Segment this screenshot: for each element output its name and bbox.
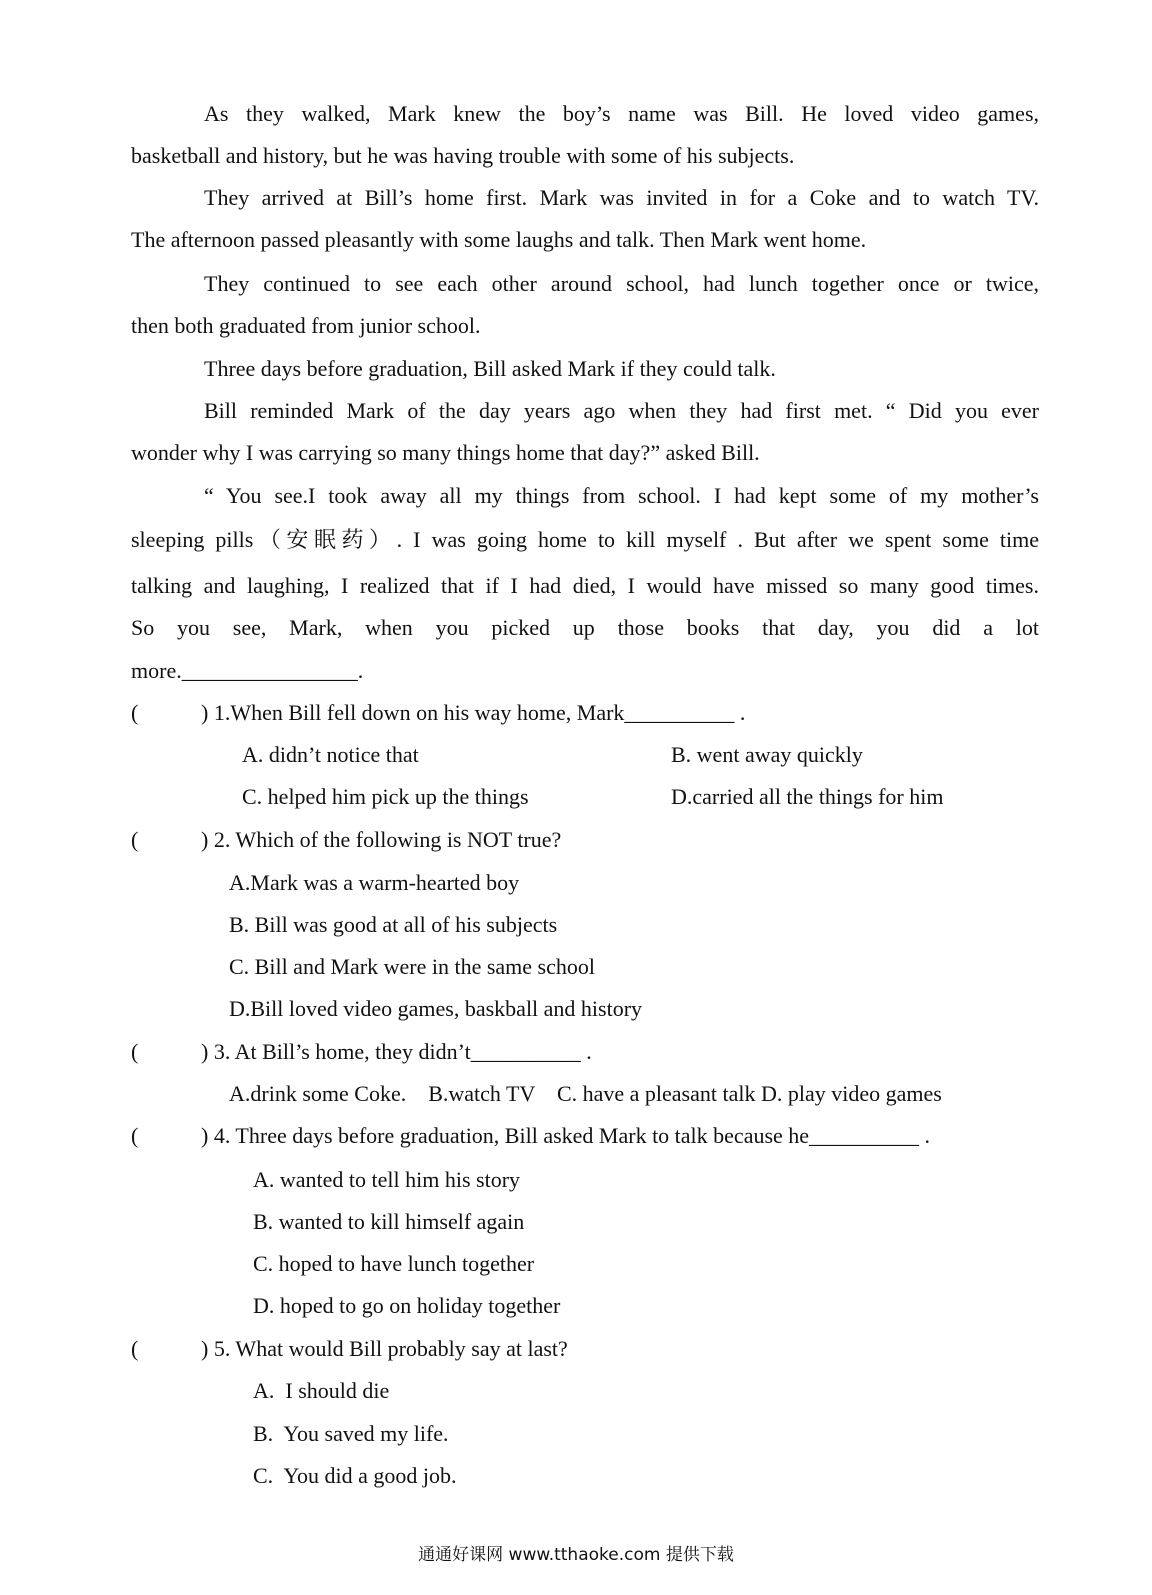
passage-p6-line2: sleeping pills（安眠药）. I was going home to kill myself . But after we spent some time xyxy=(131,527,1039,552)
question-4 xyxy=(131,1121,930,1151)
passage-p1-line1: As they walked, Mark knew the boy’s name was Bill. He loved video games, xyxy=(204,101,1039,126)
question-stem: ) 5. What would Bill probably say at last? xyxy=(201,1336,568,1361)
question-5-option-b: B. You saved my life. xyxy=(253,1421,449,1446)
question-5 xyxy=(131,1334,568,1364)
answer-blank[interactable]: ( xyxy=(131,700,139,725)
passage-p6-line1: “ You see.I took away all my things from school. I had kept some of my mother’s xyxy=(204,483,1039,508)
question-1-option-c: C. helped him pick up the things xyxy=(242,784,529,809)
passage-p6-line4: So you see, Mark, when you picked up those books that day, you did a lot xyxy=(131,615,1039,640)
question-1-option-b: B. went away quickly xyxy=(671,742,863,767)
page-footer: 通通好课网 www.tthaoke.com 提供下载 xyxy=(418,1545,734,1565)
question-4-option-a: A. wanted to tell him his story xyxy=(253,1167,521,1192)
question-stem: ) 1.When Bill fell down on his way home, Mark__________ . xyxy=(201,700,746,725)
question-4-option-d: D. hoped to go on holiday together xyxy=(253,1293,561,1318)
question-1 xyxy=(131,698,745,728)
passage-p3-line1: They continued to see each other around school, had lunch together once or twice, xyxy=(204,271,1039,296)
passage-p2-line2: The afternoon passed pleasantly with some laughs and talk. Then Mark went home. xyxy=(131,227,867,252)
question-stem: ) 3. At Bill’s home, they didn’t__________ . xyxy=(201,1039,592,1064)
question-2 xyxy=(131,825,561,855)
question-5-option-a: A. I should die xyxy=(253,1378,390,1403)
question-1-option-d: D.carried all the things for him xyxy=(671,784,944,809)
passage-p3-line2: then both graduated from junior school. xyxy=(131,313,481,338)
question-2-option-c: C. Bill and Mark were in the same school xyxy=(229,954,595,979)
answer-blank[interactable]: ( xyxy=(131,1123,139,1148)
question-1-option-a: A. didn’t notice that xyxy=(242,742,419,767)
passage-p6-line3: talking and laughing, I realized that if I had died, I would have missed so many good times. xyxy=(131,573,1039,598)
question-stem: ) 2. Which of the following is NOT true? xyxy=(201,827,562,852)
answer-blank[interactable]: ( xyxy=(131,1336,139,1361)
question-2-option-b: B. Bill was good at all of his subjects xyxy=(229,912,558,937)
passage-p5-line1: Bill reminded Mark of the day years ago when they had first met. “ Did you ever xyxy=(204,398,1039,423)
question-stem: ) 4. Three days before graduation, Bill asked Mark to talk because he__________ . xyxy=(201,1123,931,1148)
question-4-option-c: C. hoped to have lunch together xyxy=(253,1251,535,1276)
question-2-option-a: A.Mark was a warm-hearted boy xyxy=(229,870,520,895)
passage-p2-line1: They arrived at Bill’s home first. Mark was invited in for a Coke and to watch TV. xyxy=(204,185,1039,210)
answer-blank[interactable]: ( xyxy=(131,1039,139,1064)
passage-p6-line5: more.________________. xyxy=(131,658,364,683)
question-3 xyxy=(131,1037,592,1067)
question-2-option-d: D.Bill loved video games, baskball and history xyxy=(229,996,643,1021)
answer-blank[interactable]: ( xyxy=(131,827,139,852)
question-3-options: A.drink some Coke. B.watch TV C. have a pleasant talk D. play video games xyxy=(229,1081,942,1106)
passage-p4-line1: Three days before graduation, Bill asked Mark if they could talk. xyxy=(204,356,776,381)
question-4-option-b: B. wanted to kill himself again xyxy=(253,1209,525,1234)
passage-p5-line2: wonder why I was carrying so many things home that day?” asked Bill. xyxy=(131,440,760,465)
passage-p1-line2: basketball and history, but he was having trouble with some of his subjects. xyxy=(131,143,795,168)
question-5-option-c: C. You did a good job. xyxy=(253,1463,457,1488)
